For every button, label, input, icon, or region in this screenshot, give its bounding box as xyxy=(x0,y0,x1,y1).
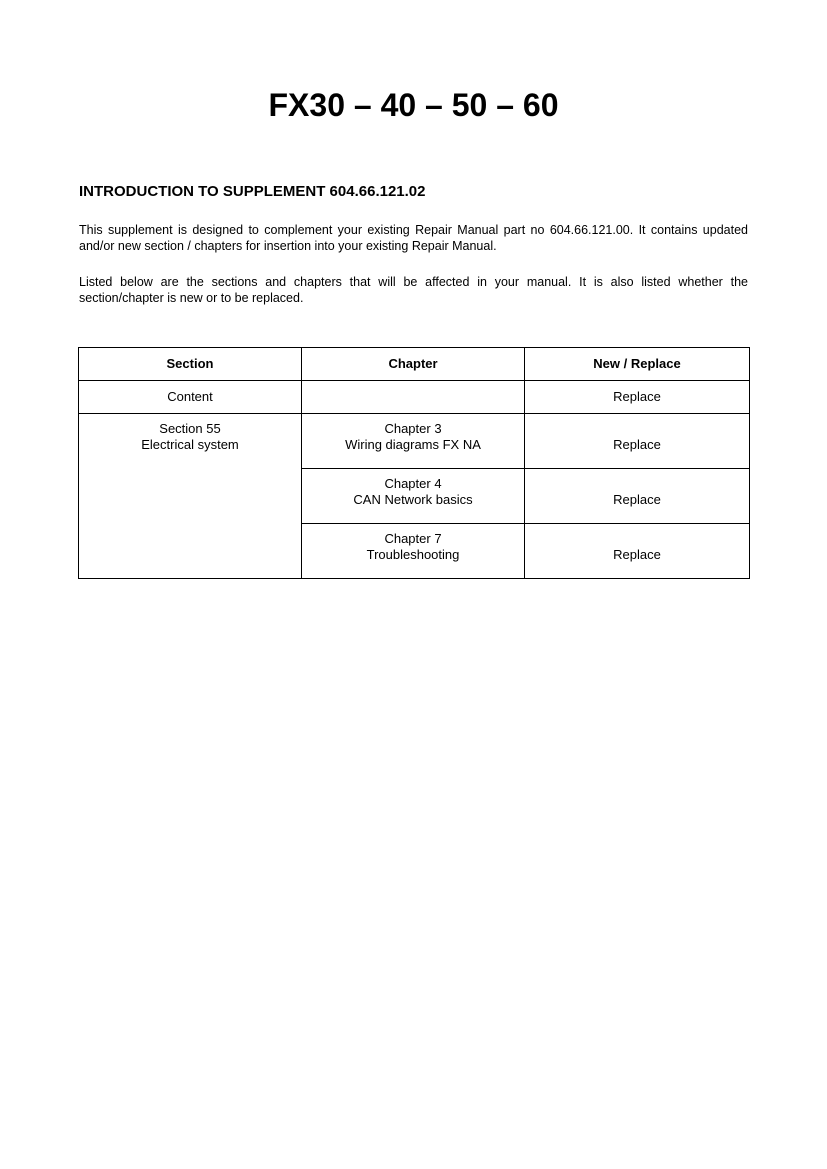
chapter-title: CAN Network basics xyxy=(353,492,473,507)
section-cell: Content xyxy=(79,381,302,414)
column-header-chapter: Chapter xyxy=(302,348,525,381)
section-number: Section 55 xyxy=(159,421,221,436)
section-title: Electrical system xyxy=(141,437,239,452)
page-title: FX30 – 40 – 50 – 60 xyxy=(268,87,559,123)
chapter-number: Chapter 7 xyxy=(384,531,442,546)
chapter-cell xyxy=(302,524,525,579)
chapter-title: Troubleshooting xyxy=(366,547,460,562)
section-cell xyxy=(79,414,302,579)
listing-paragraph: Listed below are the sections and chapters that will be affected in your manual. It is also listed whether the section/chapter is new or to be replaced. xyxy=(79,275,748,305)
column-header-section: Section xyxy=(79,348,302,381)
chapter-number: Chapter 4 xyxy=(384,476,442,491)
sections-table xyxy=(78,347,750,579)
supplement-heading: INTRODUCTION TO SUPPLEMENT 604.66.121.02 xyxy=(79,183,426,200)
action-cell: Replace xyxy=(525,524,750,579)
action-cell: Replace xyxy=(525,381,750,414)
chapter-cell xyxy=(302,414,525,469)
chapter-number: Chapter 3 xyxy=(384,421,442,436)
chapter-cell xyxy=(302,381,525,414)
chapter-cell xyxy=(302,469,525,524)
table-row xyxy=(79,414,750,469)
action-cell: Replace xyxy=(525,414,750,469)
column-header-new-replace: New / Replace xyxy=(525,348,750,381)
intro-paragraph: This supplement is designed to complement your existing Repair Manual part no 604.66.121.00. It contains updated and/or new section / chapters for insertion into your existing Repair Manual. xyxy=(79,223,748,253)
action-cell: Replace xyxy=(525,469,750,524)
table-row xyxy=(79,381,750,414)
table-header-row xyxy=(79,348,750,381)
chapter-title: Wiring diagrams FX NA xyxy=(345,437,481,452)
